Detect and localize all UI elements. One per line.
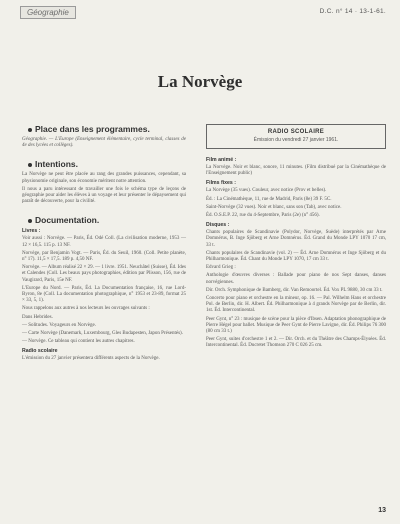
also-item: — Carte Norvège (Danemark, Luxembourg, Gles Budapesten, Japon Présentés). [22, 331, 183, 337]
programmes-heading: Place dans les programmes. [28, 124, 186, 134]
right-column [206, 124, 386, 352]
disque-entry: Concerto pour piano et orchestre en la mineur, op. 16. — Pal. Wilhelm Hans et orchestre Pol. de Berlin, dir. H. Albert. Éd. Philharmonique à 4 grands Norvège par de Berlin, dir. 1st. Éd. Intercontinental. [206, 296, 386, 314]
film-fixe-entry: La Norvège (35 vues). Couleur, avec notice (Prov et belles). [206, 188, 327, 194]
book-entry: Norvège. — Album réalisé 22 × 29. — 1 livre. 1951. Neuchâtel (Suisse), Éd. Ides et Calendes (Coll. Les beaux pays photographies, édition par Plisson, 156, rue de Vaugirard, Paris, 15e NF. [22, 265, 186, 283]
film-text: La Norvège. Noir et blanc, sonore, 11 minutes. (Film distribué par la Cinémathèque de l'Enseignement public) [206, 165, 386, 177]
radio-box-title: RADIO SCOLAIRE [267, 129, 325, 135]
disque-entry: Chants populaires de Scandinavie (Polydor, Norvège, Suède) interprétés par Arne Domnérus, B. Inge Sjöberg et Arne Domnérus. Éd. Grand du Monde LPY 1070 17 cm, 33 t. [206, 230, 386, 248]
bullet-icon [28, 128, 32, 132]
also-intro: Nous rappelons aux autres à nos lecteurs les ouvrages suivants : [22, 306, 150, 312]
also-item: Dans Hebrides. [22, 314, 53, 320]
radio-box-text: Émission du vendredi 27 janvier 1961. [253, 137, 339, 143]
left-column [22, 124, 186, 365]
intentions-heading: Intentions. [28, 159, 186, 169]
intentions-paragraph: Il nous a paru intéressant de travailler une fois le schéma type de leçons de géographie pour aider les élèves à un voyage et leur présenter le dépaysement qui paraît de découverte, pour la civilité. [22, 186, 186, 205]
subject-tag: Géographie [20, 6, 76, 19]
film-fixe-entry: Saint-Norvège (32 vues). Noir et blanc, sans son (Tab), avec notice. [206, 204, 342, 210]
book-entry: Voir aussi : Norvège. — Paris, Éd. Odé Coll. (La civilisation moderne, 1953 — 12 × 16,5. 115 p. 13 NF. [22, 236, 186, 248]
radio-label: Radio scolaire [22, 348, 58, 355]
disque-entry: Dir. Orch. Symphonique de Bamberg, dir. Van Remoortel. Éd. Vox PL 9880, 30 cm 33 t. [206, 287, 383, 293]
disques-heading: Disques : [206, 222, 230, 229]
film-fixe-entry: Éd. O.S.E.P. 22, rue du 4-Septembre, Paris (2e) (n° 456). [206, 213, 320, 219]
films-fixes-heading: Films fixes : [206, 180, 236, 187]
disque-entry: Peer Gynt, n° 23 : musique de scène pour la pièce d'Ibsen. Adaptation phonographique de Pierre Hégel pour ballet. Musique de Peer Gynt de Pierre Lavigne, dir. Éd. Philips 76 300 (80 cm 33 t.) [206, 316, 386, 335]
bullet-icon [28, 163, 32, 167]
document-reference: D.C. n° 14 · 13-1-61. [319, 8, 386, 15]
disque-entry: Chants populaires de Scandinavie (vol. 2) — Éd. Arne Domnérus et Inge Sjöberg et du Philharmonique. Éd. Chant du Monde LPY 1070, 17 cm 33 t. [206, 250, 386, 263]
book-entry: Norvège, par Benjamin Vogt. — Paris, Éd. du Seuil, 1960. (Coll. Petite planète, n° 17). 11,5 × 17,5. 189 p. 4,50 NF. [22, 250, 186, 263]
intentions-paragraph: La Norvège ne peut être placée au rang des grandes puissances, cependant, sa physionomie originale, son économie méritent notre attention. [22, 172, 186, 184]
radio-text: L'émission du 27 janvier présentera différents aspects de la Norvège. [22, 356, 160, 362]
bullet-icon [28, 219, 32, 223]
books-label: Livres : [22, 228, 41, 235]
disque-entry: Anthologie d'œuvres diverses : Ballade pour piano de nos Sept danses, danses norvégiennes. [206, 273, 386, 285]
disque-entry: Peer Gynt, suites d'orchestre 1 et 2. — Dir. Orch. et du Théâtre des Champs-Élysées. Éd. Intercontinental. Éd. Ducretet Thomson 270 C 026 25 cm. [206, 337, 386, 349]
also-item: — Norvège. Ce tableau qui contient les autres chapitres. [22, 339, 135, 345]
disque-entry: Edvard Grieg : [206, 265, 236, 271]
programmes-text: Géographie. — L'Europe (Enseignement élémentaire, cycle terminal, classes de 4e des lycées et collèges). [22, 137, 186, 149]
film-heading: Film animé : [206, 157, 237, 163]
book-entry: L'Europe du Nord. — Paris, Éd. La Documentation française, 16, rue Lord-Byron, 8e (Coll. La documentation photographique, n° 1953 et 23-89, format 25 × 33, 5, 1). [22, 285, 186, 304]
radio-box [206, 124, 386, 149]
page-number: 13 [378, 507, 386, 514]
also-item: — Solitudes. Voyageurs en Norvège. [22, 322, 96, 328]
documentation-heading: Documentation. [28, 215, 186, 225]
page-title: La Norvège [157, 72, 243, 91]
film-fixe-entry: Éd. : La Cinémathèque, 11, rue de Madrid, Paris (8e) 39 F. 5C. [206, 196, 332, 202]
